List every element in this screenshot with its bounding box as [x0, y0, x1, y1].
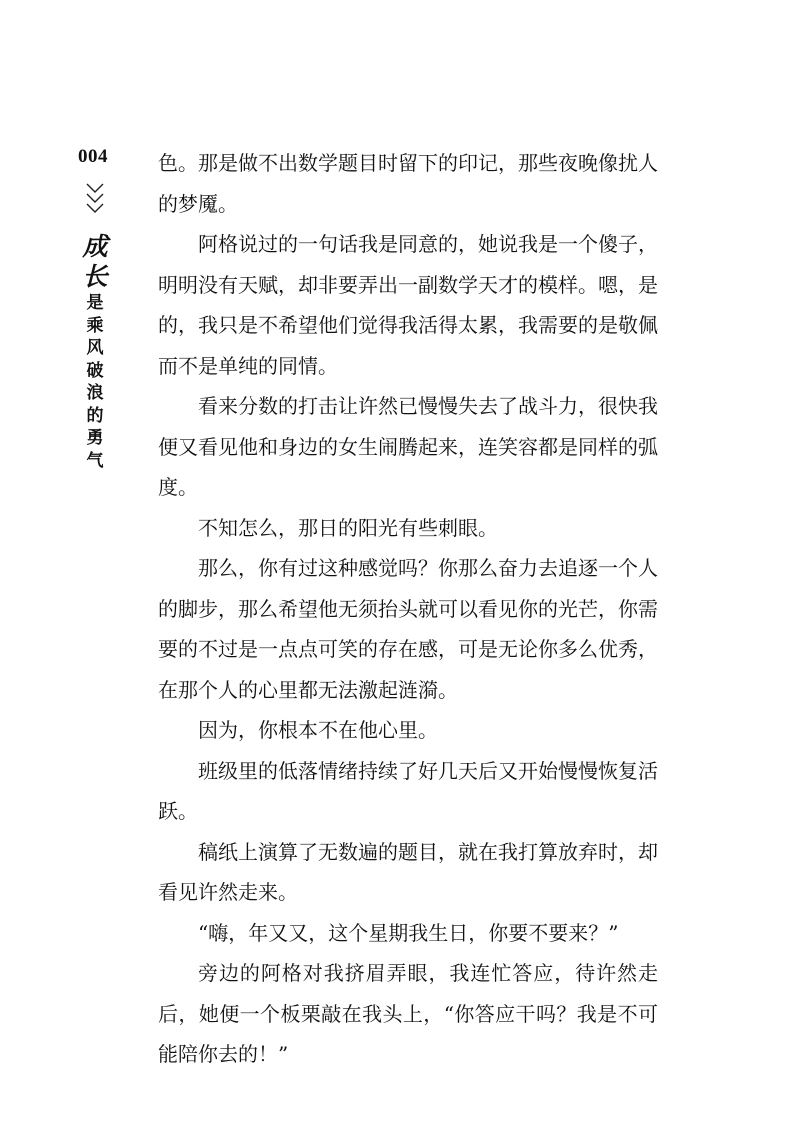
paragraph: 看来分数的打击让许然已慢慢失去了战斗力，很快我便又看见他和身边的女生闹腾起来，连笑容都是同样的弧度。 [158, 394, 658, 499]
page-number: 004 [78, 146, 108, 167]
side-title-char: 浪 [86, 383, 104, 403]
paragraph: 色。那是做不出数学题目时留下的印记，那些夜晚像扰人的梦魇。 [158, 151, 658, 216]
side-title-char: 的 [86, 405, 104, 426]
chevron-down-icon [85, 182, 105, 222]
side-title-char: 长 [82, 262, 108, 291]
body-text [158, 143, 658, 1075]
paragraph: 那么，你有过这种感觉吗？你那么奋力去追逐一个人的脚步，那么希望他无须抬头就可以看见你的光芒，你需要的不过是一点点可笑的存在感，可是无论你多么优秀，在那个人的心里都无法激起涟漪。 [158, 556, 658, 702]
side-book-title [79, 232, 111, 472]
side-title-char: 成 [82, 232, 108, 261]
side-title-char: 勇 [86, 428, 104, 448]
side-title-char: 乘 [86, 315, 104, 336]
paragraph: 阿格说过的一句话我是同意的，她说我是一个傻子，明明没有天赋，却非要弄出一副数学天才的模样。嗯，是的，我只是不希望他们觉得我活得太累，我需要的是敬佩而不是单纯的同情。 [158, 232, 658, 378]
paragraph: 不知怎么，那日的阳光有些刺眼。 [198, 515, 498, 540]
paragraph: 因为，你根本不在他心里。 [198, 718, 438, 742]
paragraph: 稿纸上演算了无数遍的题目，就在我打算放弃时，却看见许然走来。 [158, 839, 658, 904]
side-title-char: 气 [86, 450, 104, 471]
side-title-char: 风 [86, 338, 104, 358]
paragraph: “嗨，年又又，这个星期我生日，你要不要来？” [198, 920, 619, 945]
side-title-char: 破 [86, 360, 104, 381]
paragraph: 旁边的阿格对我挤眉弄眼，我连忙答应，待许然走后，她便一个板栗敲在我头上，“你答应干吗？我是不可能陪你去的！” [158, 961, 658, 1066]
paragraph: 班级里的低落情绪持续了好几天后又开始慢慢恢复活跃。 [158, 758, 658, 823]
side-title-char: 是 [86, 293, 104, 313]
